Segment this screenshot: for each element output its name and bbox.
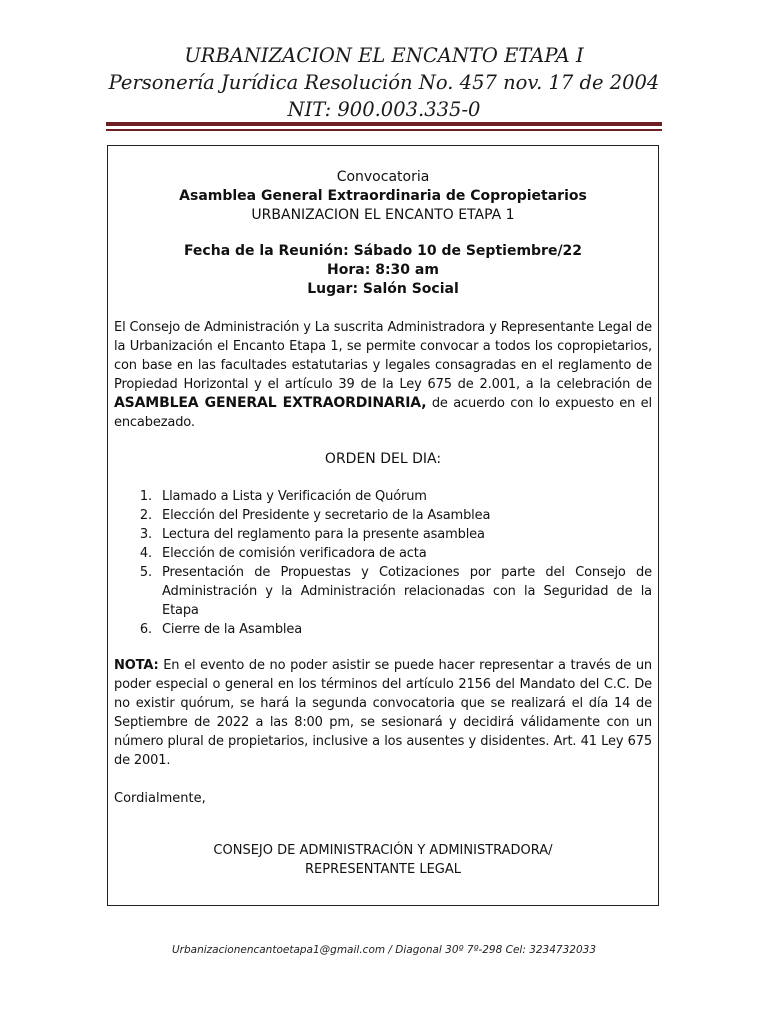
notice-title-block [114, 168, 652, 225]
agenda-title: ORDEN DEL DIA: [324, 451, 442, 467]
intro-assembly-name: ASAMBLEA GENERAL EXTRAORDINARIA, [114, 395, 427, 411]
signature-block [114, 841, 652, 879]
agenda-item: 5. Presentación de Propuestas y Cotizaciones por parte del Consejo de Administración y la Administración relacionadas con la Seguridad de la Etapa [156, 563, 652, 620]
notice-box [107, 145, 659, 906]
notice-organization: URBANIZACION EL ENCANTO ETAPA 1 [251, 207, 515, 223]
letterhead-nit: NIT: 900.003.335-0 [287, 98, 481, 121]
note-label: NOTA: [114, 658, 159, 673]
meeting-time: Hora: 8:30 am [327, 262, 439, 278]
notice-title: Convocatoria [336, 169, 430, 185]
closing-salutation: Cordialmente, [114, 791, 206, 806]
agenda-list [114, 487, 652, 639]
letterhead [0, 42, 768, 123]
agenda-item: 4. Elección de comisión verificadora de acta [156, 544, 652, 563]
agenda-item: 6. Cierre de la Asamblea [156, 620, 652, 639]
note-text: En el evento de no poder asistir se puede hacer representar a través de un poder especial o general en los términos del artículo 2156 del Mandato del C.C. De no existir quórum, se hará la segunda convocatoria que se realizará el día 14 de Septiembre de 2022 a las 8:00 pm, se sesionará y decidirá válidamente con un número plural de propietarios, inclusive a los ausentes y disidentes. Art. 41 Ley 675 de 2001. [114, 658, 652, 768]
meeting-date: Fecha de la Reunión: Sábado 10 de Septiembre/22 [183, 243, 583, 259]
agenda-item: 3. Lectura del reglamento para la presente asamblea [156, 525, 652, 544]
intro-text-end: de acuerdo con lo expuesto en el encabezado. [114, 396, 652, 430]
note-paragraph [114, 656, 652, 770]
signature-line-1: CONSEJO DE ADMINISTRACIÓN Y ADMINISTRADORA/ [213, 843, 553, 858]
footer-contact: Urbanizacionencantoetapa1@gmail.com / Diagonal 30º 7º-298 Cel: 3234732033 [171, 944, 597, 956]
letterhead-name: URBANIZACION EL ENCANTO ETAPA I [184, 44, 584, 67]
intro-text-start: El Consejo de Administración y La suscrita Administradora y Representante Legal de la Urbanización el Encanto Etapa 1, se permite convocar a todos los copropietarios, con base en las facultades estatutarias y legales consagradas en el reglamento de Propiedad Horizontal y el artículo 39 de la Ley 675 de 2.001, a la celebración de [114, 320, 652, 392]
notice-assembly-type: Asamblea General Extraordinaria de Copropietarios [179, 188, 587, 204]
agenda-item: 2. Elección del Presidente y secretario de la Asamblea [156, 506, 652, 525]
header-rule-thin [106, 129, 662, 131]
signature-line-2: REPRESENTANTE LEGAL [304, 862, 462, 877]
meeting-details [114, 242, 652, 299]
intro-paragraph [114, 318, 652, 432]
meeting-place: Lugar: Salón Social [307, 281, 459, 297]
header-rule-thick [106, 122, 662, 126]
agenda-item: 1. Llamado a Lista y Verificación de Quórum [156, 487, 652, 506]
letterhead-legal-resolution: Personería Jurídica Resolución No. 457 nov. 17 de 2004 [108, 71, 660, 94]
